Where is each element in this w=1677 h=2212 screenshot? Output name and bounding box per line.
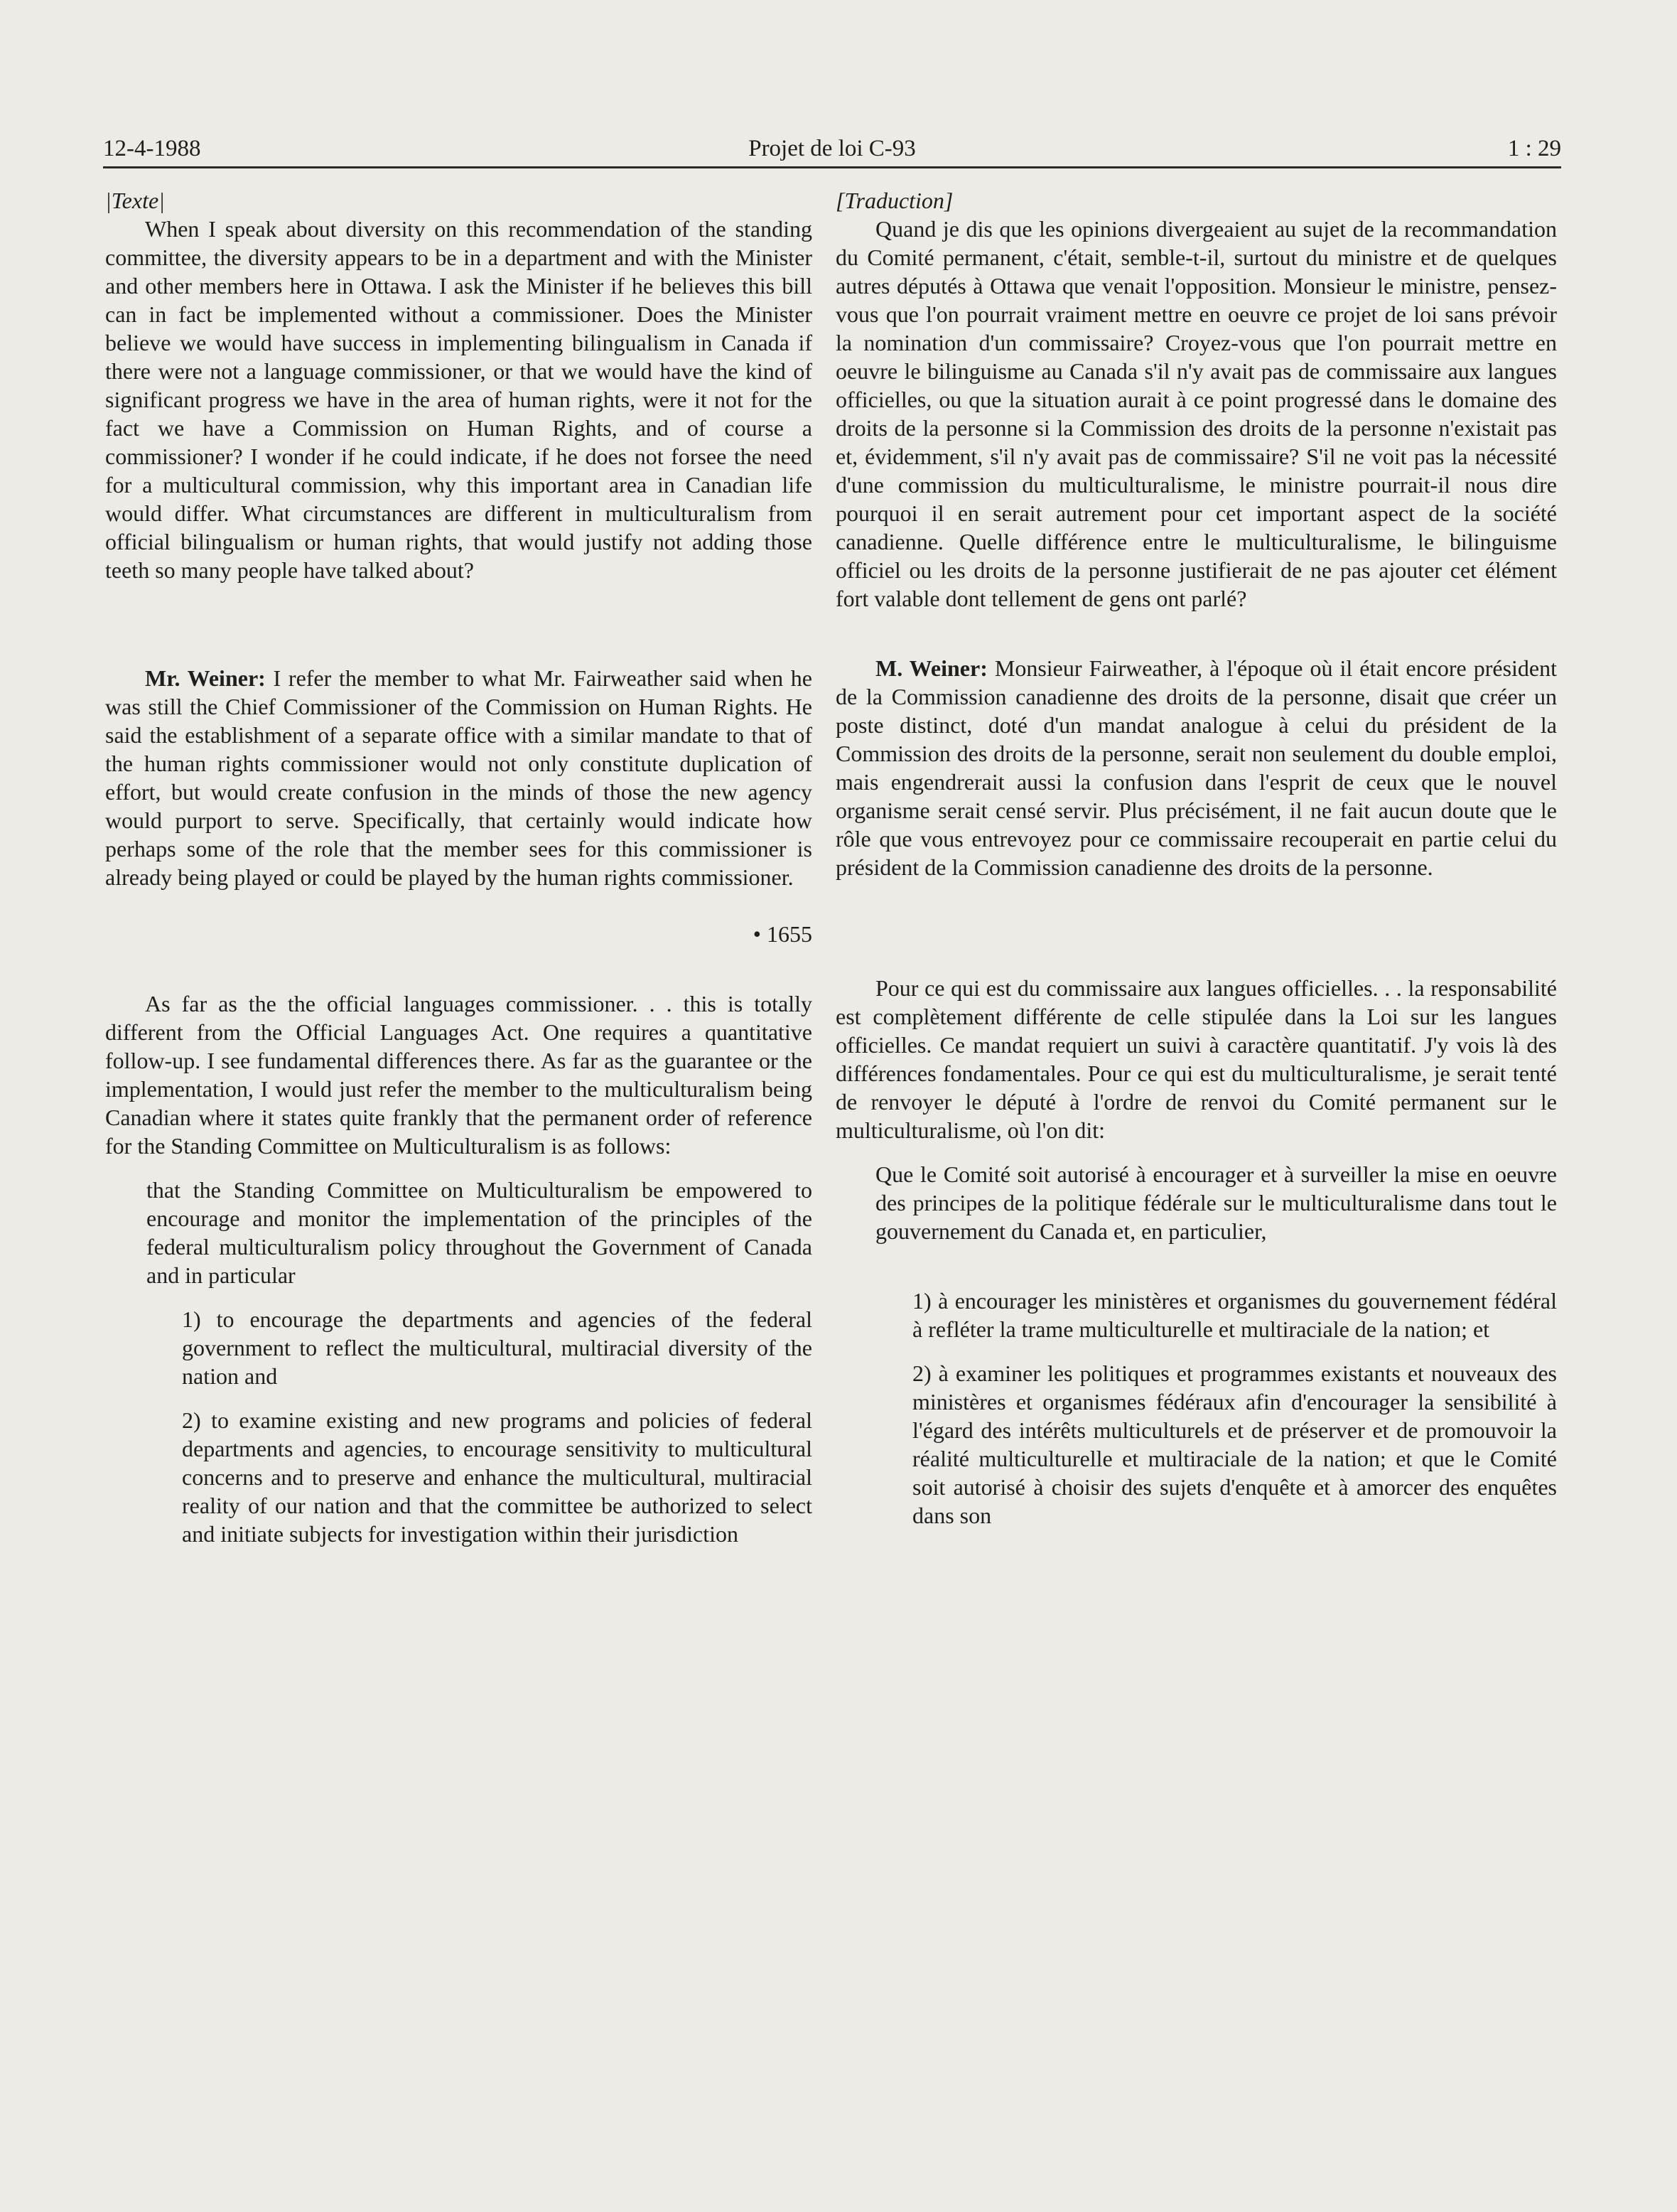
block-quote: Que le Comité soit autorisé à encourager et à surveiller la mise en oeuvre des principes de la politique fédérale sur le multiculturalisme dans tout le gouvernement du Canada et, en particulier,: [875, 1161, 1557, 1244]
paragraph: Pour ce qui est du commissaire aux langues officielles. . . la responsabilité est complètement différente de celle stipulée dans la Loi sur les langues officielles. Ce mandat requiert un suivi à caractère quantitatif. J'y vois là des différences fondamentales. Pour ce qui est du multiculturalisme, je serait tenté de renvoyer le député à l'ordre de renvoi du Comité permanent sur le multiculturalisme, où l'on dit:: [836, 975, 1557, 1143]
paragraph-text: Monsieur Fairweather, à l'époque où il était encore président de la Commission canadienne des droits de la personne, disait que créer un poste distinct, doté d'un mandat analogue à celui du président de la Commission des droits de la personne, serait non seulement du double emploi, mais engendrerait aussi la confusion dans l'esprit de ceux que le nouvel organisme serait censé servir. Plus précisément, il ne fait aucun doute que le rôle que vous entrevoyez pour ce commissaire recouperait en partie celui du président de la Commission canadienne des droits de la personne.: [836, 655, 1557, 880]
french-column: [836, 186, 1557, 1530]
header-title: Projet de loi C-93: [748, 136, 916, 161]
paragraph: [836, 654, 1557, 881]
page-header: [103, 125, 1561, 168]
text-label: |Texte|: [105, 188, 165, 213]
list-item: 2) to examine existing and new programs and policies of federal departments and agencies, to encourage sensitivity to multicultural concerns and to preserve and enhance the multicultural, multiracial reality of our nation and that the committee be authorized to select and initiate subjects for investigation within their jurisdiction: [182, 1407, 812, 1547]
paragraph: Quand je dis que les opinions divergeaient au sujet de la recommandation du Comité permanent, c'était, semble-t-il, surtout du ministre et de quelques autres députés à Ottawa que venait l'opposition. Monsieur le ministre, pensez-vous que l'on pourrait vraiment mettre en oeuvre ce projet de loi sans prévoir la nomination d'un commissaire? Croyez-vous que l'on pourrait mettre en oeuvre le bilinguisme au Canada s'il n'y avait pas de commissaire aux langues officielles, ou que la situation aurait à ce point progressé dans le domaine des droits de la personne si la Commission des droits de la personne n'existait pas et, évidemment, s'il n'y avait pas de commissaire? S'il ne voit pas la nécessité d'une commission du multiculturalisme, le ministre pourrait-il nous dire pourquoi il en serait autrement pour cet important aspect de la société canadienne. Quelle différence entre le multiculturalisme, le bilinguisme officiel ou les droits de la personne justifierait de ne pas ajouter cet élément fort valable dont tellement de gens ont parlé?: [836, 216, 1557, 611]
english-column: [105, 186, 812, 1548]
paragraph: As far as the the official languages commissioner. . . this is totally different from the Official Languages Act. One requires a quantitative follow-up. I see fundamental differences there. As far as the guarantee or the implementation, I would just refer the member to the multiculturalism being Canadian where it states quite frankly that the permanent order of reference for the Standing Committee on Multiculturalism is as follows:: [105, 991, 812, 1159]
header-page-number: 1 : 29: [1507, 136, 1561, 161]
block-quote: that the Standing Committee on Multiculturalism be empowered to encourage and monitor the implementation of the principles of the federal multiculturalism policy throughout the Government of Canada and in particular: [146, 1177, 812, 1288]
speaker-name: M. Weiner:: [875, 655, 988, 681]
timestamp: • 1655: [753, 921, 812, 947]
list-item: 1) to encourage the departments and agencies of the federal government to reflect the multicultural, multiracial diversity of the nation and: [182, 1306, 812, 1389]
translation-label: [Traduction]: [836, 188, 954, 213]
paragraph: When I speak about diversity on this recommendation of the standing committee, the diversity appears to be in a department and with the Minister and other members here in Ottawa. I ask the Minister if he believes this bill can in fact be implemented without a commissioner. Does the Minister believe we would have success in implementing bilingualism in Canada if there were not a language commissioner, or that we would have the kind of significant progress we have in the area of human rights, were it not for the fact we have a Commission on Human Rights, and of course a commissioner? I wonder if he could indicate, if he does not forsee the need for a multicultural commission, why this important area in Canadian life would differ. What circumstances are different in multiculturalism from official bilingualism or human rights, that would justify not adding those teeth so many people have talked about?: [105, 216, 812, 583]
list-item: 1) à encourager les ministères et organismes du gouvernement fédéral à refléter la trame multiculturelle et multiraciale de la nation; et: [912, 1288, 1557, 1342]
paragraph-text: I refer the member to what Mr. Fairweather said when he was still the Chief Commissioner of the Commission on Human Rights. He said the establishment of a separate office with a similar mandate to that of the human rights commissioner would not only constitute duplication of effort, but would create confusion in the minds of those the new agency would purport to serve. Specifically, that certainly would indicate how perhaps some of the role that the member sees for this commissioner is already being played or could be played by the human rights commissioner.: [105, 665, 813, 890]
speaker-name: Mr. Weiner:: [145, 665, 266, 691]
paragraph: [105, 664, 812, 891]
list-item: 2) à examiner les politiques et programmes existants et nouveaux des ministères et organismes fédéraux afin d'encourager la sensibilité à l'égard des intérêts multiculturels et de préserver et de promouvoir la réalité multiculturelle et multiraciale de la nation; et que le Comité soit autorisé à choisir des sujets d'enquête et à amorcer des enquêtes dans son: [912, 1360, 1557, 1528]
header-date: 12-4-1988: [103, 136, 201, 161]
